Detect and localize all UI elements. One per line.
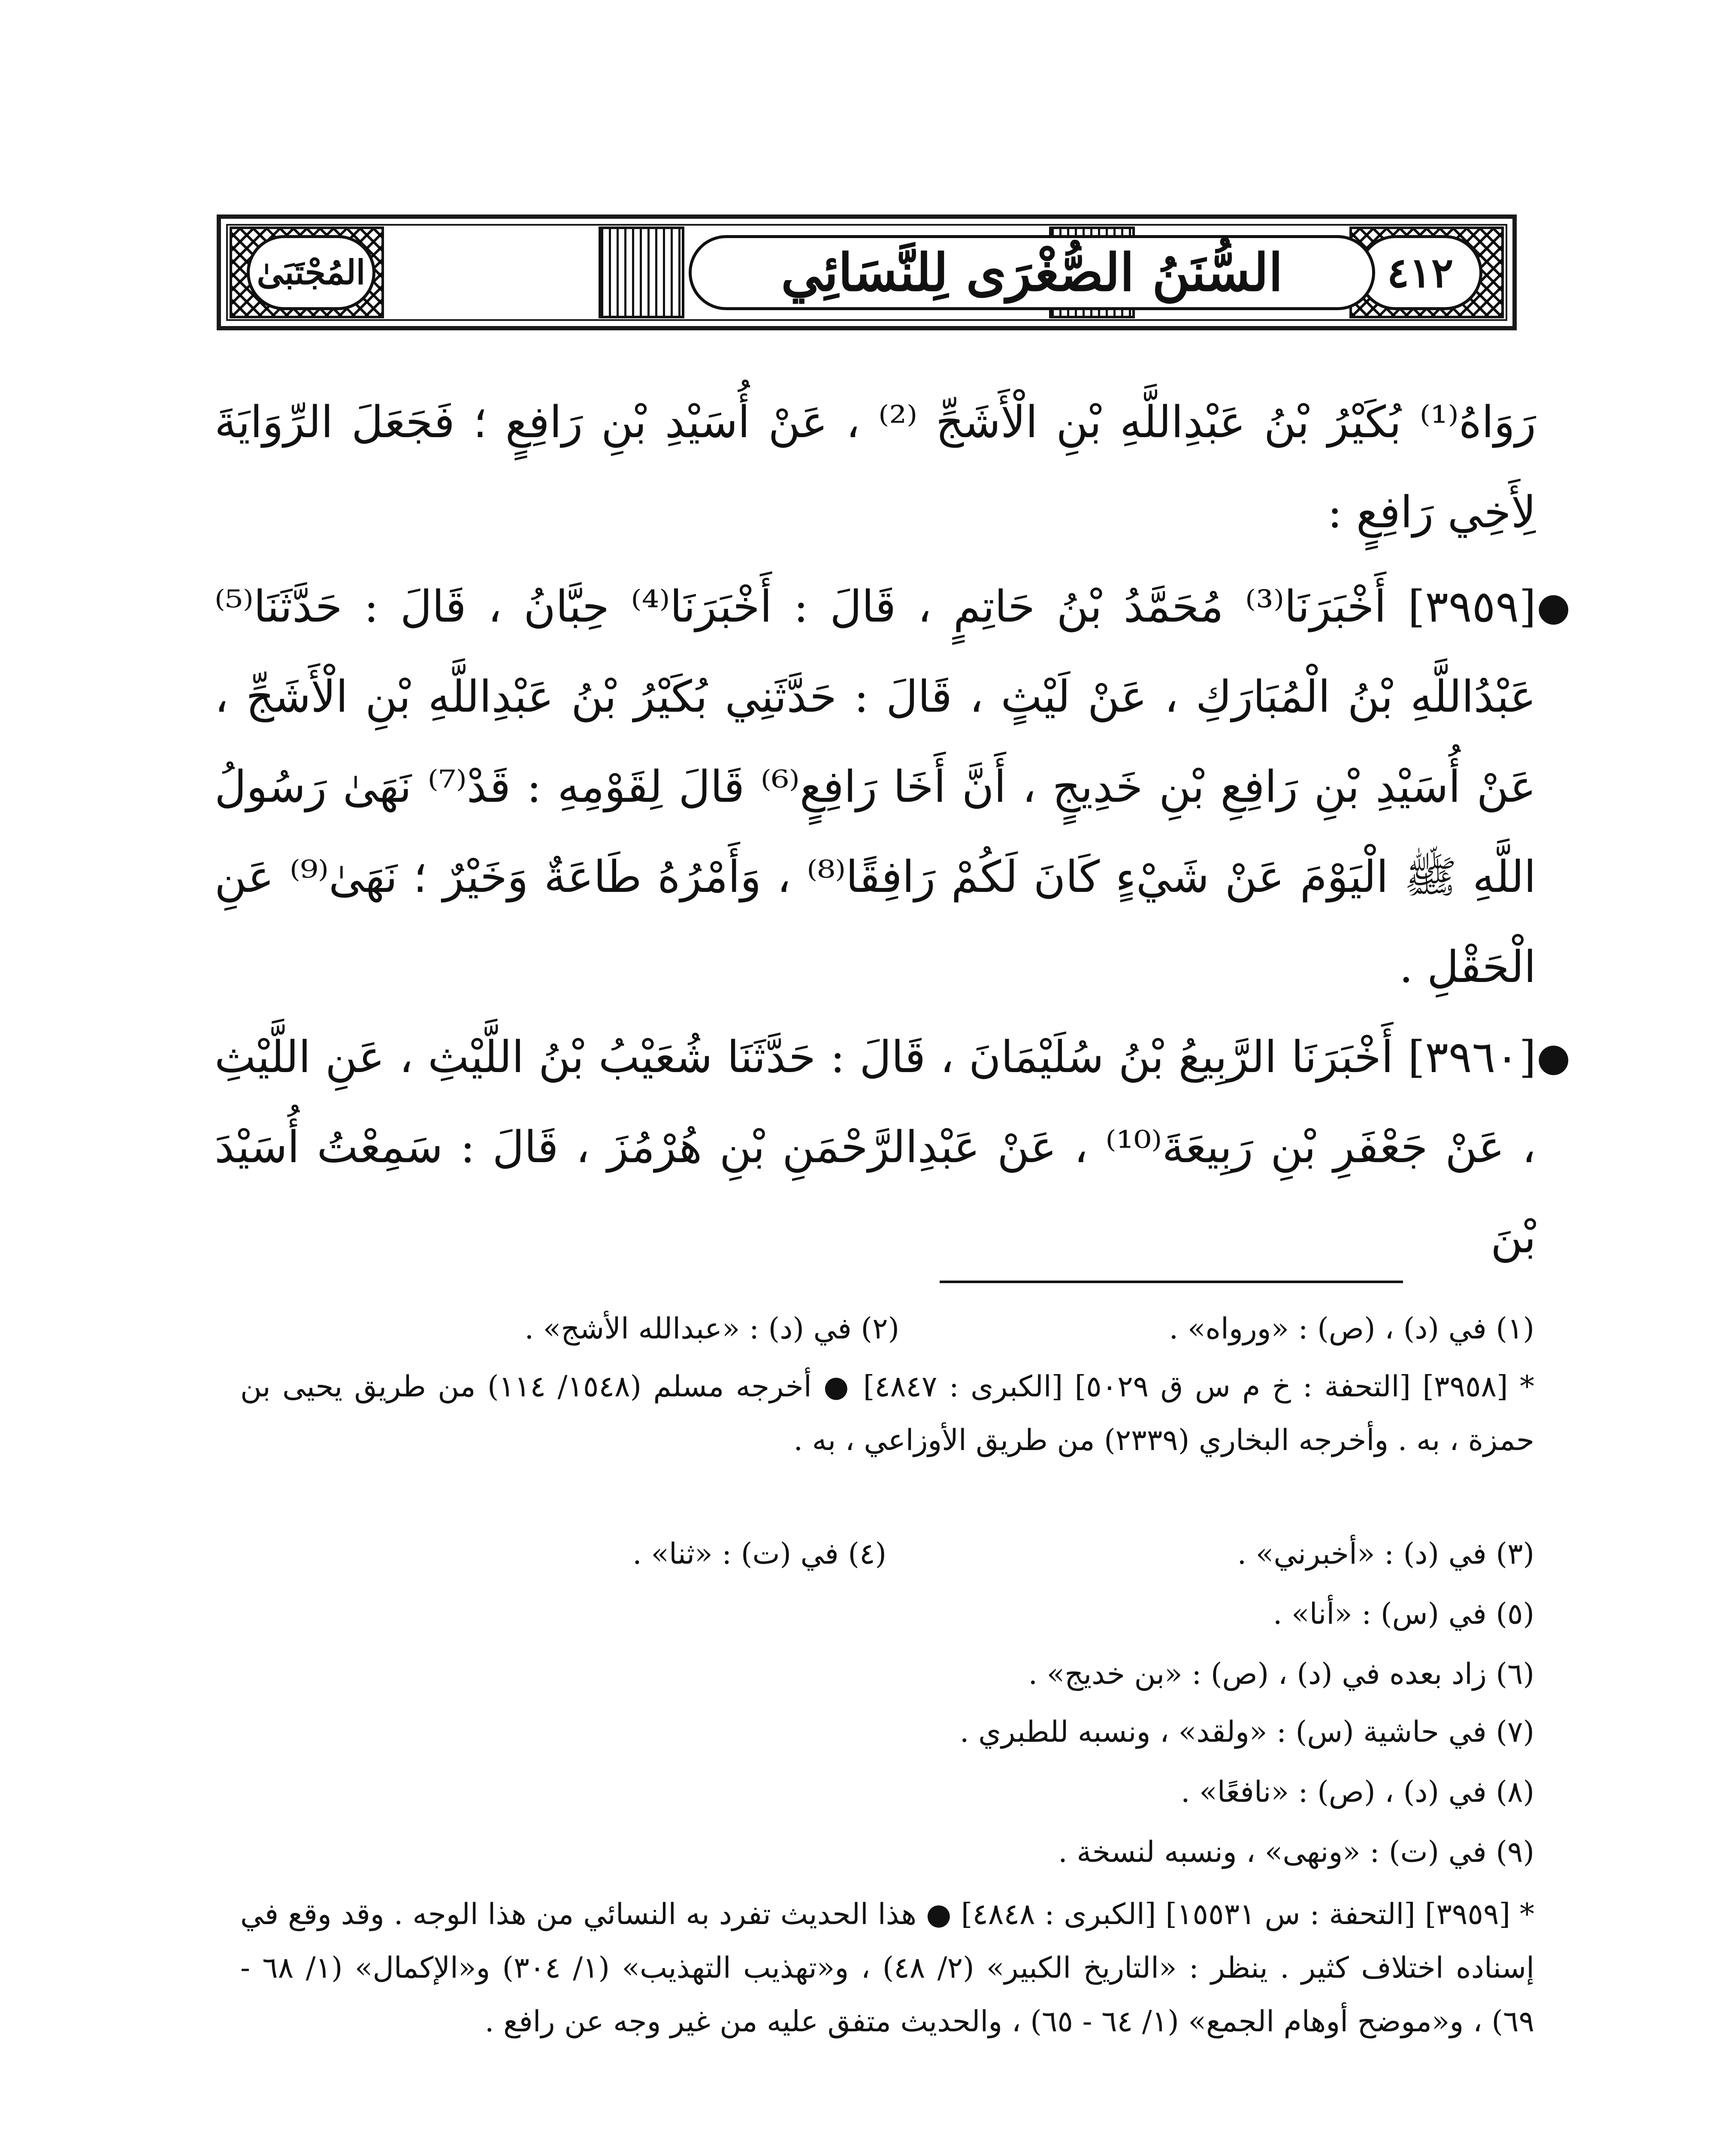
footnote-8: (٨) في (د) ، (ص) : «نافعًا» . <box>1180 1775 1534 1809</box>
book-title: السُّنَنُ الصُّغْرَى لِلنَّسَائِي <box>689 235 1375 310</box>
page-header <box>217 214 1517 330</box>
footnote-2: (٢) في (د) : «عبدالله الأشج» . <box>524 1312 899 1346</box>
bullet-icon: ● <box>1536 584 1570 629</box>
page-number: ٤١٢ <box>1358 235 1482 310</box>
footnote-9: (٩) في (ت) : «ونهى» ، ونسبه لنسخة . <box>1058 1835 1534 1869</box>
takhrij-3959: * [٣٩٥٩] [التحفة : س ١٥٥٣١] [الكبرى : ٤٨٤٨] ● هذا الحديث تفرد به النسائي من هذا الوجه . وقد وقع في إسناده اختلاف كثير . ينظر : «التاريخ الكبير» (٢/ ٤٨) ، و«تهذيب التهذيب» (١/ ٣٠٤) و«الإكمال» (١/ ٦٨ - ٦٩) ، و«موضح أوهام الجمع» (١/ ٦٤ - ٦٥) ، والحديث متفق عليه من غير وجه عن رافع . <box>240 1897 1535 2039</box>
footnote-3: (٣) في (د) : «أخبرني» . <box>1237 1537 1534 1571</box>
footnote-1: (١) في (د) ، (ص) : «ورواه» . <box>1169 1312 1534 1346</box>
book-emblem: المُجْتَبَىٰ <box>247 235 375 310</box>
bullet-icon: ● <box>1536 1035 1570 1080</box>
footnote-4: (٤) في (ت) : «ثنا» . <box>632 1537 886 1571</box>
footnote-7: (٧) في حاشية (س) : «ولقد» ، ونسبه للطبري . <box>959 1715 1534 1749</box>
intro-paragraph: رَوَاهُ⁽¹⁾ بُكَيْرُ بْنُ عَبْدِاللَّهِ بْنِ الْأَشَجِّ ⁽²⁾ ، عَنْ أُسَيْدِ بْنِ رَافِعٍ ؛ فَجَعَلَ الرِّوَايَةَ لِأَخِي رَافِعٍ : <box>215 397 1536 538</box>
footnote-divider <box>940 1281 1403 1283</box>
hadith-3959 <box>215 562 1570 1012</box>
takhrij-3958: * [٣٩٥٨] [التحفة : خ م س ق ٥٠٢٩] [الكبرى : ٤٨٤٧] ● أخرجه مسلم (١٥٤٨/ ١١٤) من طريق يحيى بن حمزة ، به . وأخرجه البخاري (٢٣٣٩) من طريق الأوزاعي ، به . <box>240 1370 1534 1457</box>
hadith-3959-text: [٣٩٥٩] أَخْبَرَنَا⁽³⁾ مُحَمَّدُ بْنُ حَاتِمٍ ، قَالَ : أَخْبَرَنَا⁽⁴⁾ حِبَّانُ ، قَالَ : حَدَّثَنَا⁽⁵⁾ عَبْدُاللَّهِ بْنُ الْمُبَارَكِ ، عَنْ لَيْثٍ ، قَالَ : حَدَّثَنِي بُكَيْرُ بْنُ عَبْدِاللَّهِ بْنِ الْأَشَجِّ ، عَنْ أُسَيْدِ بْنِ رَافِعِ بْنِ خَدِيجٍ ، أَنَّ أَخَا رَافِعٍ⁽⁶⁾ قَالَ لِقَوْمِهِ : قَدْ⁽⁷⁾ نَهَىٰ رَسُولُ اللَّهِ ﷺ الْيَوْمَ عَنْ شَيْءٍ كَانَ لَكُمْ رَافِقًا⁽⁸⁾ ، وَأَمْرُهُ طَاعَةٌ وَخَيْرٌ ؛ نَهَىٰ⁽⁹⁾ عَنِ الْحَقْلِ . <box>215 581 1536 993</box>
header-ornament-mid-left <box>599 227 684 318</box>
hadith-3960 <box>215 1012 1570 1283</box>
hadith-3960-text: [٣٩٦٠] أَخْبَرَنَا الرَّبِيعُ بْنُ سُلَيْمَانَ ، قَالَ : حَدَّثَنَا شُعَيْبُ بْنُ اللَّيْثِ ، عَنِ اللَّيْثِ ، عَنْ جَعْفَرِ بْنِ رَبِيعَةَ⁽¹⁰⁾ ، عَنْ عَبْدِالرَّحْمَنِ بْنِ هُرْمُزَ ، قَالَ : سَمِعْتُ أُسَيْدَ بْنَ <box>215 1032 1536 1263</box>
footnote-6: (٦) زاد بعده في (د) ، (ص) : «بن خديج» . <box>1028 1657 1534 1691</box>
footnote-5: (٥) في (س) : «أنا» . <box>1273 1597 1534 1631</box>
